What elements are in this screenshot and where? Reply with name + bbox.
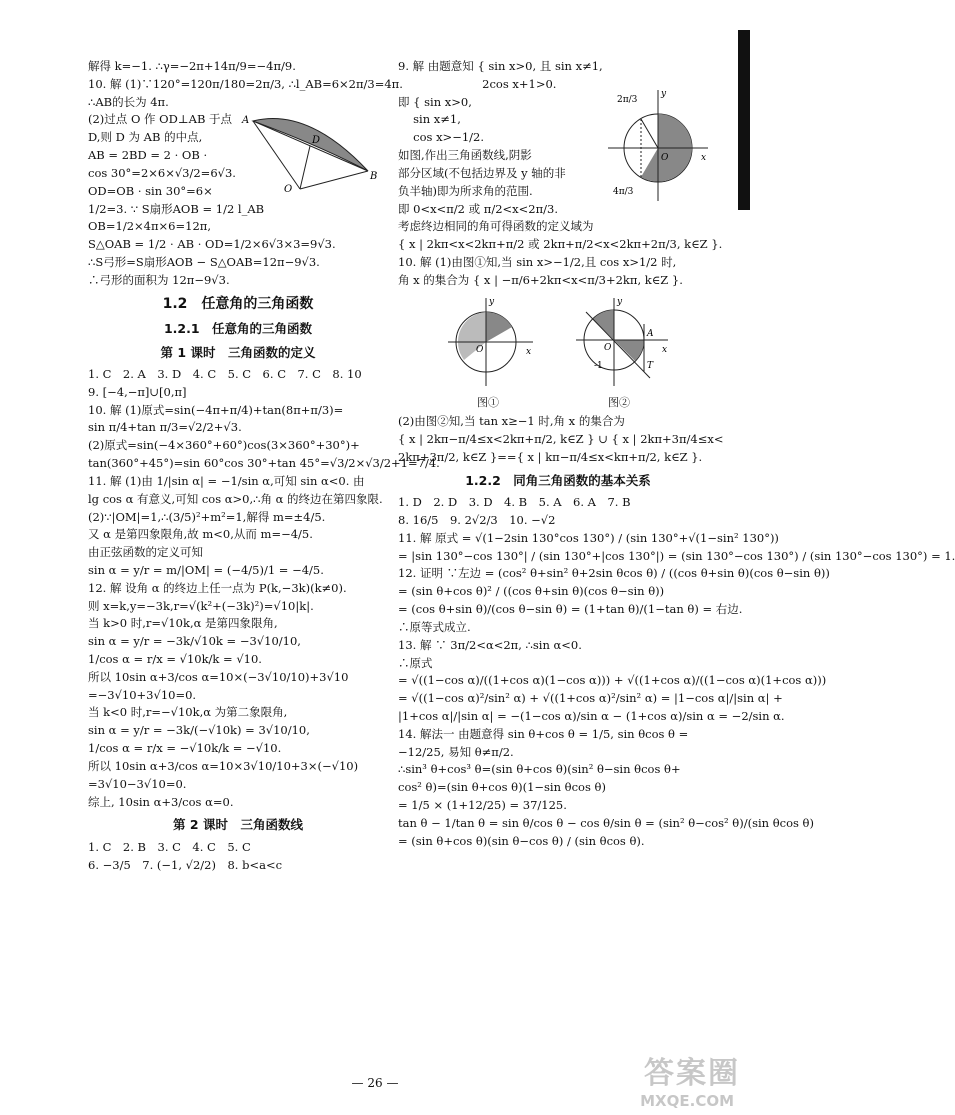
text-line: cos 30°=2×6×√3/2=6√3. [88, 165, 236, 180]
answer-line: 11. 解 原式 = √(1−2sin 130°cos 130°) / (sin 130°+√(1−sin² 130°)) [398, 530, 779, 545]
answer-line: cos x>−1/2. [398, 130, 484, 145]
answer-line: 8. 16/5 9. 2√2/3 10. −√2 [398, 513, 556, 528]
figure-2-diagram [564, 294, 674, 389]
answer-line: 即 { sin x>0, [398, 94, 472, 109]
answer-line: sin π/4+tan π/3=√2/2+√3. [88, 420, 242, 435]
axis-label-y: y [489, 296, 495, 307]
answer-line: ∴sin³ θ+cos³ θ=(sin θ+cos θ)(sin² θ−sin θcos θ+ [398, 762, 681, 777]
page-number: — 26 — [351, 1076, 399, 1090]
answer-line: 10. 解 (1)原式=sin(−4π+π/4)+tan(8π+π/3)= [88, 402, 344, 417]
angle-label: 2π/3 [617, 95, 638, 105]
answer-line: = (sin θ+cos θ)(sin θ−cos θ) / (sin θcos θ). [398, 833, 645, 848]
answer-line: 考虑终边相同的角可得函数的定义域为 [398, 219, 594, 234]
answer-line: 当 k>0 时,r=√10k,α 是第四象限角, [88, 616, 278, 631]
answer-line: 6. −3/5 7. (−1, √2/2) 8. b<a<c [88, 857, 283, 872]
point-label-D: D [312, 135, 321, 147]
answer-line: sin x≠1, [398, 112, 461, 127]
answer-line: 1/cos α = r/x = −√10k/k = −√10. [88, 741, 282, 756]
answer-line: 当 k<0 时,r=−√10k,α 为第二象限角, [88, 705, 288, 720]
text-line: 解得 k=−1. ∴γ=−2π+14π/9=−4π/9. [88, 59, 296, 73]
answer-line: sin α = y/r = m/|OM| = (−4/5)/1 = −4/5. [88, 562, 324, 577]
answer-line: 所以 10sin α+3/cos α=10×3√10/10+3×(−√10) [88, 758, 359, 773]
unit-circle-diagram [603, 86, 713, 206]
figure-1-diagram [438, 294, 538, 389]
point-label-A: A [647, 328, 654, 339]
answer-line: −12/25, 易知 θ≠π/2. [398, 744, 514, 759]
text-line: ∴AB的长为 4π. [88, 94, 169, 109]
text-line: (2)过点 O 作 OD⊥AB 于点 [88, 112, 233, 127]
axis-label-y: y [661, 89, 667, 99]
answer-line: 综上, 10sin α+3/cos α=0. [88, 794, 234, 809]
answer-line: 9. [−4,−π]∪[0,π] [88, 384, 187, 399]
answer-line: 负半轴)即为所求角的范围. [398, 183, 533, 198]
text-line: 1/2=3. ∵ S扇形AOB = 1/2 l_AB [88, 201, 265, 216]
answer-line: 1/cos α = r/x = √10k/k = √10. [88, 652, 262, 666]
figure-1-caption: 图① [477, 396, 499, 410]
watermark-url: MXQE.COM [640, 1091, 734, 1110]
origin-label: O [661, 153, 669, 163]
answer-line: 12. 证明 ∵左边 = (cos² θ+sin² θ+2sin θcos θ) / ((cos θ+sin θ)(cos θ−sin θ)) [398, 566, 830, 581]
point-label-T: T [647, 360, 654, 371]
answer-line: 又 α 是第四象限角,故 m<0,从而 m=−4/5. [88, 527, 313, 542]
figure-2-caption: 图② [608, 396, 630, 410]
answer-line: = √((1−cos α)/((1+cos α)(1−cos α))) + √((1+cos α)/((1−cos α)(1+cos α))) [398, 673, 827, 688]
answer-line: = √((1−cos α)²/sin² α) + √((1+cos α)²/sin² α) = |1−cos α|/|sin α| + [398, 691, 783, 706]
answer-line: =−3√10+3√10=0. [88, 687, 197, 702]
answer-line: 角 x 的集合为 { x | −π/6+2kπ<x<π/3+2kπ, k∈Z }. [398, 272, 683, 287]
answer-line: 如图,作出三角函数线,阴影 [398, 148, 532, 163]
text-line: ∴弓形的面积为 12π−9√3. [88, 272, 230, 287]
answer-line: tan(360°+45°)=sin 60°cos 30°+tan 45°=√3/2×√3/2+1=7/4. [88, 456, 440, 471]
answer-line: 13. 解 ∵ 3π/2<α<2π, ∴sin α<0. [398, 637, 582, 652]
answer-line: 1. D 2. D 3. D 4. B 5. A 6. A 7. B [398, 495, 631, 510]
answer-line: 则 x=k,y=−3k,r=√(k²+(−3k)²)=√10|k|. [88, 598, 314, 613]
answer-line: 12. 解 设角 α 的终边上任一点为 P(k,−3k)(k≠0). [88, 580, 347, 595]
point-label-B: B [370, 171, 378, 183]
origin-label: O [476, 344, 484, 355]
axis-label-y: y [617, 296, 623, 307]
answer-line: 11. 解 (1)由 1/|sin α| = −1/sin α,可知 sin α<0. 由 [88, 473, 365, 488]
section-title: 1.2 任意角的三角函数 [162, 295, 314, 312]
angle-label: 4π/3 [613, 187, 634, 197]
origin-label: O [604, 342, 612, 353]
answer-line: 2cos x+1>0. [398, 76, 557, 91]
tick-label: -1 [594, 360, 603, 371]
answer-line: cos² θ)=(sin θ+cos θ)(1−sin θcos θ) [398, 780, 606, 795]
sector-diagram [242, 113, 378, 196]
figure-2 [564, 294, 674, 412]
answer-line: sin α = y/r = −3k/(−√10k) = 3√10/10, [88, 723, 310, 738]
figure-1 [438, 294, 538, 412]
answer-line: 1. C 2. A 3. D 4. C 5. C 6. C 7. C 8. 10 [88, 367, 362, 381]
text-line: OD=OB · sin 30°=6× [88, 183, 213, 198]
answer-line: 10. 解 (1)由图①知,当 sin x>−1/2,且 cos x>1/2 时, [398, 254, 677, 269]
answer-line: 由正弦函数的定义可知 [88, 545, 203, 560]
point-label-A: A [242, 115, 250, 127]
text-line: AB = 2BD = 2 · OB · [88, 148, 208, 163]
text-line: ∴S弓形=S扇形AOB − S△OAB=12π−9√3. [88, 254, 320, 269]
text-line: D,则 D 为 AB 的中点, [88, 130, 203, 145]
page-edge-tab [738, 30, 750, 210]
answer-line: = (sin θ+cos θ)² / ((cos θ+sin θ)(cos θ−sin θ)) [398, 584, 665, 599]
answer-line: |1+cos α|/|sin α| = −(1−cos α)/sin α − (1+cos α)/sin α = −2/sin α. [398, 708, 785, 723]
answer-line: (2)由图②知,当 tan x≥−1 时,角 x 的集合为 [398, 414, 625, 429]
answer-line: sin α = y/r = −3k/√10k = −3√10/10, [88, 634, 301, 649]
text-line: OB=1/2×4π×6=12π, [88, 219, 211, 234]
axis-label-x: x [701, 153, 707, 163]
answer-line: ∴原式 [398, 655, 433, 670]
q9-block [398, 58, 718, 201]
answer-line: (2)原式=sin(−4×360°+60°)cos(3×360°+30°)+ [88, 438, 360, 453]
answer-line: 14. 解法一 由题意得 sin θ+cos θ = 1/5, sin θcos θ = [398, 726, 689, 741]
answer-line: 1. C 2. B 3. C 4. C 5. C [88, 839, 251, 854]
axis-label-x: x [662, 344, 668, 355]
answer-line: { x | 2kπ<x<2kπ+π/2 或 2kπ+π/2<x<2kπ+2π/3, k∈Z }. [398, 237, 723, 252]
subsection-title: 1.2.2 同角三角函数的基本关系 [465, 472, 651, 488]
right-column [398, 58, 955, 850]
lesson-title: 第 1 课时 三角函数的定义 [160, 344, 316, 360]
axis-label-x: x [526, 346, 532, 357]
point-label-O: O [284, 184, 293, 196]
answer-line: { x | 2kπ−π/4≤x<2kπ+π/2, k∈Z } ∪ { x | 2kπ+3π/4≤x< [398, 432, 724, 447]
answer-line: tan θ − 1/tan θ = sin θ/cos θ − cos θ/sin θ = (sin² θ−cos² θ)/(sin θcos θ) [398, 815, 814, 830]
answer-line: 所以 10sin α+3/cos α=10×(−3√10/10)+3√10 [88, 669, 349, 684]
answer-line: (2)∵|OM|=1,∴(3/5)²+m²=1,解得 m=±4/5. [88, 509, 326, 524]
answer-line: 部分区域(不包括边界及 y 轴的非 [398, 165, 566, 180]
answer-line: 即 0<x<π/2 或 π/2<x<2π/3. [398, 201, 559, 216]
answer-line: = 1/5 × (1+12/25) = 37/125. [398, 798, 567, 813]
subsection-title: 1.2.1 任意角的三角函数 [163, 321, 313, 337]
text-line: S△OAB = 1/2 · AB · OD=1/2×6√3×3=9√3. [88, 237, 336, 252]
answer-line: =3√10−3√10=0. [88, 776, 187, 791]
answer-line: 2kπ+3π/2, k∈Z }=={ x | kπ−π/4≤x<kπ+π/2, k∈Z }. [398, 450, 703, 465]
sector-figure-block [88, 111, 388, 218]
answer-line: ∴原等式成立. [398, 619, 471, 634]
answer-line: lg cos α 有意义,可知 cos α>0,∴角 α 的终边在第四象限. [88, 491, 383, 506]
figures-row [438, 294, 718, 412]
watermark-logo: 答案圈 [644, 1055, 740, 1091]
answer-line: = (cos θ+sin θ)/(cos θ−sin θ) = (1+tan θ)/(1−tan θ) = 右边. [398, 602, 743, 617]
text-line: 10. 解 (1)∵120°=120π/180=2π/3, ∴l_AB=6×2π/3=4π. [88, 76, 403, 91]
lesson-title: 第 2 课时 三角函数线 [173, 817, 303, 833]
answer-line: 9. 解 由题意知 { sin x>0, 且 sin x≠1, [398, 59, 603, 73]
answer-line: = |sin 130°−cos 130°| / (sin 130°+|cos 130°|) = (sin 130°−cos 130°) / (sin 130°−cos 130°) = 1. [398, 548, 955, 563]
